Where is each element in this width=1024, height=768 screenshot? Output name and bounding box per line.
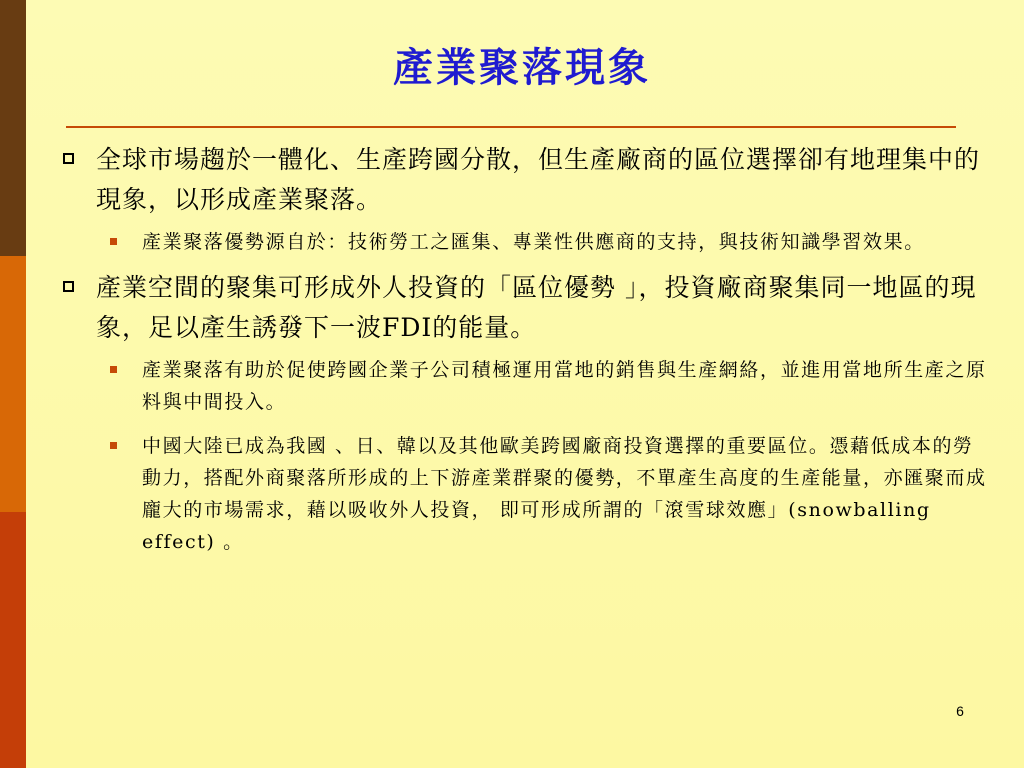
filled-square-bullet-icon bbox=[110, 442, 117, 449]
bullet-item-2 bbox=[60, 268, 990, 348]
bullet-text: 產業空間的聚集可形成外人投資的「區位優勢 」，投資廠商聚集同一地區的現象，足以產生誘發下一波FDI的能量。 bbox=[96, 273, 977, 342]
filled-square-bullet-icon bbox=[110, 366, 117, 373]
sub-bullet-item-1-1 bbox=[60, 226, 990, 258]
sub-bullet-item-2-2 bbox=[60, 430, 990, 558]
filled-square-bullet-icon bbox=[110, 238, 117, 245]
hollow-square-bullet-icon bbox=[63, 281, 74, 292]
title-divider bbox=[66, 126, 956, 128]
band-segment-top bbox=[0, 0, 26, 256]
slide-content bbox=[60, 138, 990, 558]
page-number: 6 bbox=[956, 703, 964, 719]
left-color-band bbox=[0, 0, 26, 768]
bullet-text: 全球市場趨於一體化、生產跨國分散，但生產廠商的區位選擇卻有地理集中的現象，以形成產業聚落。 bbox=[96, 145, 981, 214]
bullet-item-1 bbox=[60, 140, 990, 220]
sub-bullet-text: 產業聚落優勢源自於：技術勞工之匯集、專業性供應商的支持，與技術知識學習效果。 bbox=[142, 231, 925, 253]
sub-bullet-text: 中國大陸已成為我國 、日、韓以及其他歐美跨國廠商投資選擇的重要區位。憑藉低成本的勞動力，搭配外商聚落所形成的上下游產業群聚的優勢，不單產生高度的生產能量，亦匯聚而成龐大的市場需求，藉以吸收外人投資， 即可形成所謂的「滾雪球效應」(snowballing effect) 。 bbox=[142, 435, 987, 553]
hollow-square-bullet-icon bbox=[63, 153, 74, 164]
sub-bullet-item-2-1 bbox=[60, 354, 990, 418]
band-segment-bottom bbox=[0, 512, 26, 768]
sub-bullet-text: 產業聚落有助於促使跨國企業子公司積極運用當地的銷售與生產網絡，並進用當地所生產之原料與中間投入。 bbox=[142, 359, 987, 413]
slide-title: 產業聚落現象 bbox=[393, 44, 651, 91]
band-segment-middle bbox=[0, 256, 26, 512]
